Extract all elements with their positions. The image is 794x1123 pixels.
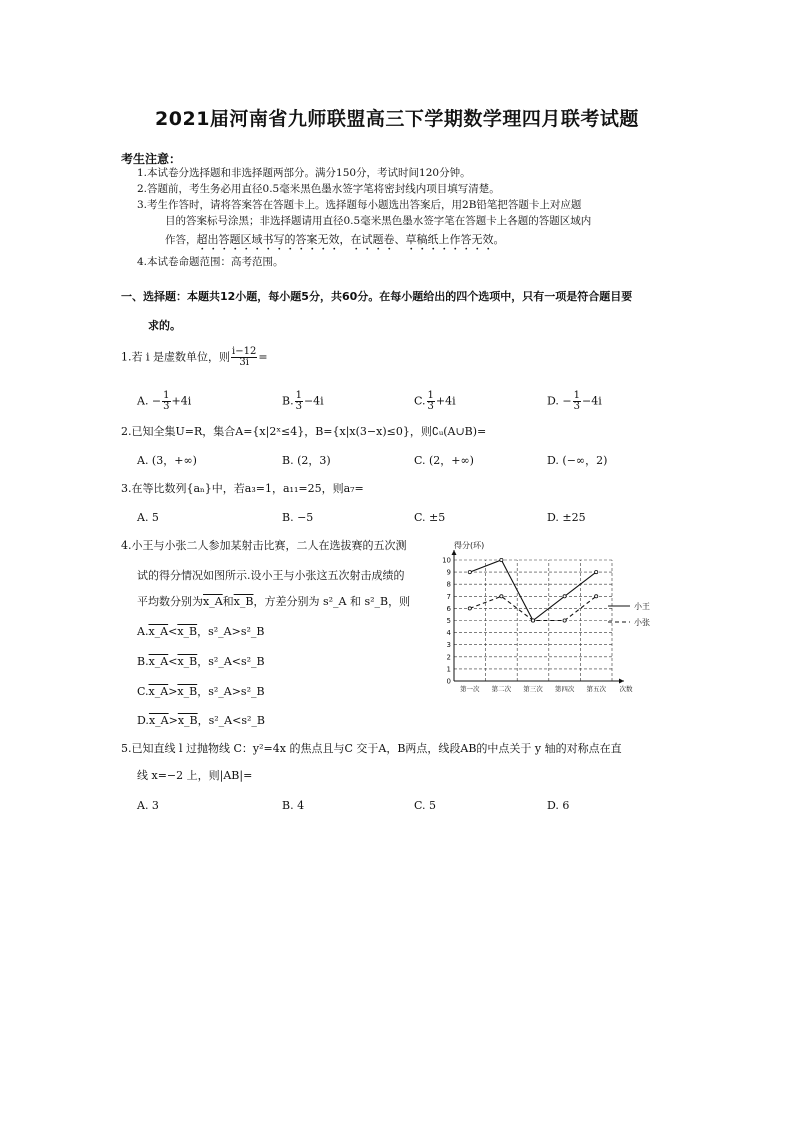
option-den: 3 [573, 401, 581, 412]
y-tick-label: 2 [446, 653, 451, 662]
option-xb: x_B [177, 625, 198, 638]
page-title: 2021届河南省九师联盟高三下学期数学理四月联考试题 [155, 108, 639, 130]
option-label: C. [137, 685, 149, 698]
q4-text: ，方差分别为 s²_A 和 s²_B，则 [253, 595, 411, 608]
q2-option-a[interactable]: A. (3，+∞) [137, 454, 197, 467]
data-point [531, 619, 534, 622]
y-tick-label: 8 [446, 580, 451, 589]
option-label: D. − [547, 394, 572, 408]
option-num: 1 [295, 390, 302, 401]
q2-option-b[interactable]: B. (2，3) [282, 454, 331, 467]
data-point [468, 571, 471, 574]
question-1 [121, 347, 268, 368]
q4-mean-b: x_B [233, 595, 254, 608]
data-point [563, 595, 566, 598]
q4-option-d[interactable]: D.x_A>x_B，s²_A<s²_B [137, 714, 265, 727]
y-tick-label: 10 [442, 556, 451, 565]
x-axis-label: 次数 [619, 685, 633, 693]
q1-numerator: i−12 [232, 346, 257, 357]
option-rel: < [168, 625, 178, 638]
option-num: 1 [163, 390, 170, 401]
option-xb: x_B [177, 714, 198, 727]
q3-option-b[interactable]: B. −5 [282, 511, 314, 524]
notice-item-text: 作答， [165, 234, 197, 246]
x-tick-label: 第一次 [460, 685, 480, 693]
y-tick-label: 3 [446, 641, 451, 650]
q1-fraction [231, 347, 257, 368]
option-num: 1 [573, 390, 581, 401]
y-tick-label: 4 [446, 629, 451, 638]
option-sa: s²_A [208, 685, 232, 698]
y-axis-label: 得分(环) [454, 541, 485, 550]
option-xa: x_A [148, 714, 169, 727]
option-sb: s²_B [240, 655, 265, 668]
notice-item: 4.本试卷命题范围：高考范围。 [137, 256, 284, 268]
y-tick-label: 7 [446, 592, 451, 601]
question-5-line: 5.已知直线 l 过抛物线 C：y²=4x 的焦点且与C 交于A，B两点，线段AB的中点关于 y 轴的对称点在直 [121, 742, 622, 755]
option-sb: s²_B [240, 685, 265, 698]
q5-option-b[interactable]: B. 4 [282, 799, 305, 812]
option-sa: s²_A [208, 655, 232, 668]
x-tick-label: 第五次 [586, 685, 606, 693]
option-label: B. [137, 655, 149, 668]
q2-option-d[interactable]: D. (−∞，2) [547, 454, 608, 467]
notice-item: 3.考生作答时，请将答案答在答题卡上。选择题每小题选出答案后，用2B铅笔把答题卡上对应题 [137, 199, 582, 211]
option-xb: x_B [177, 655, 198, 668]
notice-heading: 考生注意： [121, 152, 182, 166]
q3-option-c[interactable]: C. ±5 [414, 511, 446, 524]
legend-label: 小张 [634, 618, 650, 627]
option-rest: −4i [582, 394, 602, 408]
legend-label: 小王 [634, 602, 650, 611]
section-heading: 一、选择题：本题共12小题，每小题5分，共60分。在每小题给出的四个选项中，只有一项是符合题目要 [121, 290, 633, 303]
option-sb: s²_B [240, 625, 265, 638]
q4-text: 平均数分别为 [137, 595, 203, 608]
question-5-line: 线 x=−2 上，则|AB|= [137, 769, 253, 782]
q4-option-a[interactable]: A.x_A<x_B，s²_A>s²_B [137, 625, 265, 638]
q2-option-c[interactable]: C. (2，+∞) [414, 454, 474, 467]
q4-option-c[interactable]: C.x_A>x_B，s²_A>s²_B [137, 685, 265, 698]
x-tick-label: 第四次 [554, 685, 575, 693]
q1-denominator: 3i [239, 357, 249, 368]
option-label: A. [137, 625, 149, 638]
option-sa: s²_A [208, 714, 233, 727]
q1-stem: 1.若 i 是虚数单位，则 [121, 350, 231, 364]
question-2: 2.已知全集U=R，集合A={x|2ˣ≤4}，B={x|x(3−x)≤0}，则∁ᵤ(A∪B)= [121, 425, 487, 438]
option-xa: x_A [148, 685, 169, 698]
option-xa: x_A [148, 655, 169, 668]
notice-item: 2.答题前，考生务必用直径0.5毫米黑色墨水签字笔将密封线内项目填写清楚。 [137, 183, 500, 195]
option-rel: > [168, 685, 178, 698]
question-4-line: 4.小王与小张二人参加某射击比赛，二人在选拔赛的五次测 [121, 539, 407, 552]
q5-option-d[interactable]: D. 6 [547, 799, 570, 812]
series-line-2 [470, 596, 596, 620]
x-tick-label: 第二次 [491, 685, 512, 693]
option-den: 3 [427, 401, 434, 412]
option-sb: s²_B [241, 714, 265, 727]
y-tick-label: 6 [446, 604, 451, 613]
option-label: C. [414, 394, 426, 408]
option-xb: x_B [177, 685, 198, 698]
option-rest: +4i [435, 394, 456, 408]
q1-equals: = [258, 350, 268, 364]
score-line-chart [440, 538, 662, 694]
y-axis-arrow [452, 550, 457, 555]
notice-emphasis: 超出答题区域书写的答案无效，在试题卷、草稿纸上作答无效。 [196, 233, 505, 246]
question-4-line: 试的得分情况如图所示.设小王与小张这五次射击成绩的 [137, 569, 405, 582]
q1-option-b[interactable] [282, 391, 324, 412]
x-axis-arrow [619, 679, 624, 684]
data-point [595, 595, 598, 598]
option-num: 1 [427, 390, 434, 401]
option-rel: < [232, 714, 242, 727]
data-point [468, 607, 471, 610]
data-point [563, 619, 566, 622]
data-point [500, 595, 503, 598]
q3-option-a[interactable]: A. 5 [137, 511, 159, 524]
q1-option-c[interactable] [414, 391, 456, 412]
option-den: 3 [295, 401, 302, 412]
q1-option-d[interactable] [547, 391, 602, 412]
q4-text: 和 [222, 595, 234, 608]
option-den: 3 [163, 401, 170, 412]
option-label: A. − [137, 394, 162, 408]
option-rel: > [231, 685, 241, 698]
section-heading-cont: 求的。 [148, 319, 181, 332]
question-4-line [137, 594, 410, 610]
y-tick-label: 0 [446, 677, 451, 686]
option-rel: < [168, 655, 178, 668]
option-label: B. [282, 394, 294, 408]
q4-mean-a: x_A [203, 595, 223, 608]
y-tick-label: 5 [446, 617, 451, 625]
y-tick-label: 1 [446, 665, 451, 674]
option-rel: > [231, 625, 241, 638]
option-xa: x_A [148, 625, 169, 638]
notice-item [165, 232, 705, 253]
q4-option-b[interactable]: B.x_A<x_B，s²_A<s²_B [137, 655, 265, 668]
option-label: D. [137, 714, 149, 727]
option-rel: > [168, 714, 178, 727]
y-tick-label: 9 [446, 568, 451, 577]
option-rel: < [231, 655, 241, 668]
q1-option-a[interactable] [137, 391, 191, 412]
q5-option-a[interactable]: A. 3 [137, 799, 159, 812]
notice-item: 目的答案标号涂黑；非选择题请用直径0.5毫米黑色墨水签字笔在答题卡上各题的答题区域内 [165, 215, 592, 227]
q3-option-d[interactable]: D. ±25 [547, 511, 586, 524]
data-point [595, 571, 598, 574]
option-rest: +4i [171, 394, 192, 408]
question-3: 3.在等比数列{aₙ}中，若a₃=1，a₁₁=25，则a₇= [121, 482, 364, 495]
q5-option-c[interactable]: C. 5 [414, 799, 437, 812]
notice-item: 1.本试卷分选择题和非选择题两部分。满分150分，考试时间120分钟。 [137, 167, 471, 179]
option-sa: s²_A [208, 625, 232, 638]
x-tick-label: 第三次 [523, 685, 543, 693]
data-point [500, 558, 503, 561]
option-rest: −4i [303, 394, 324, 408]
